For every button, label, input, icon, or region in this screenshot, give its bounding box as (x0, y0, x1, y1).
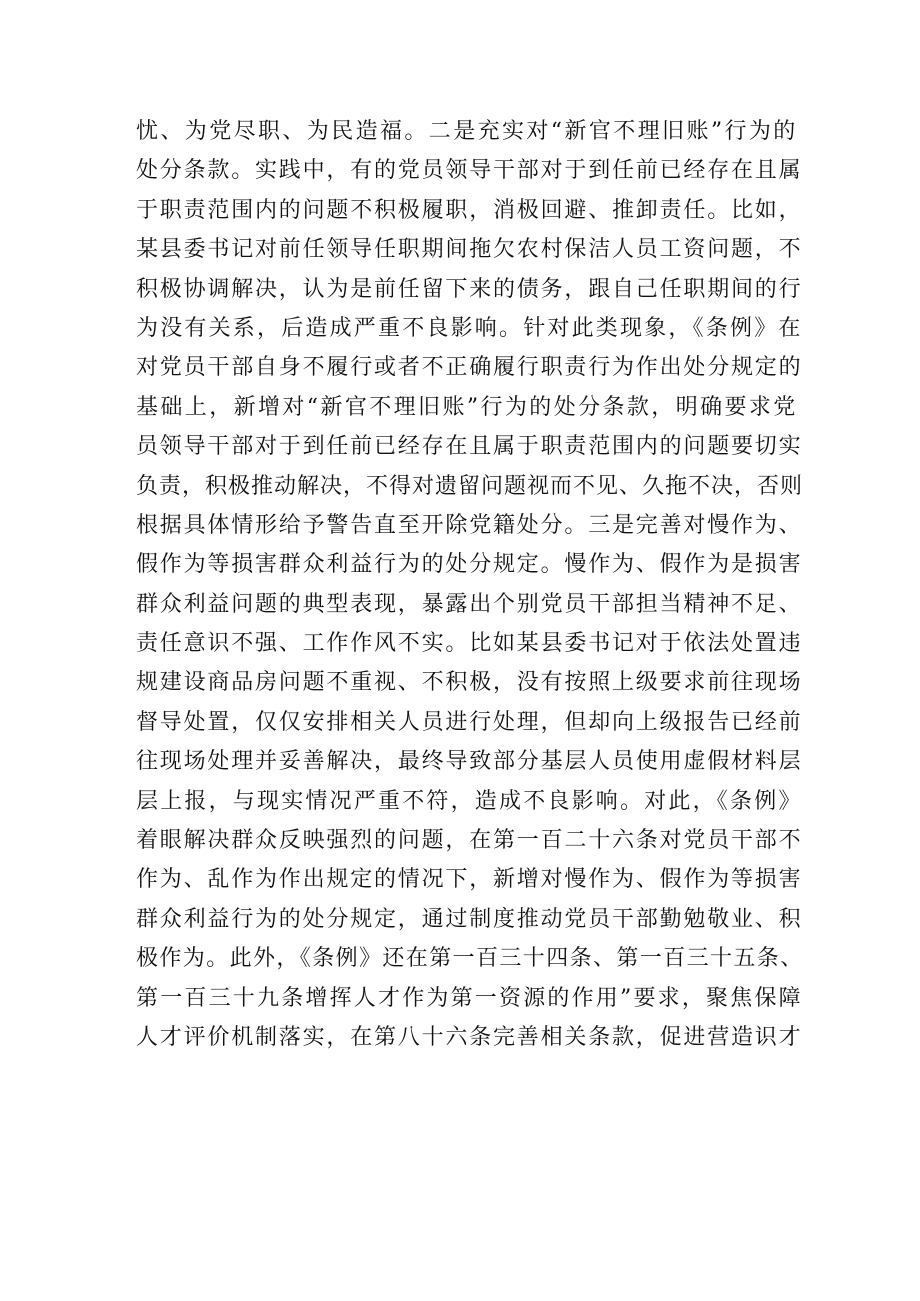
text-line: 假作为等损害群众利益行为的处分规定。慢作为、假作为是损害 (136, 552, 803, 578)
text-line: 基础上，新增对“新官不理旧账”行为的处分条款，明确要求党 (136, 394, 798, 420)
text-line: 第一百三十九条增挥人才作为第一资源的作用”要求，聚焦保障 (136, 985, 803, 1011)
text-line: 积极协调解决，认为是前任留下来的债务，跟自己任职期间的行 (136, 276, 803, 302)
text-line: 往现场处理并妥善解决，最终导致部分基层人员使用虚假材料层 (136, 749, 803, 775)
text-line: 规建设商品房问题不重视、不积极，没有按照上级要求前往现场 (136, 670, 803, 696)
text-line: 群众利益问题的典型表现，暴露出个别党员干部担当精神不足、 (136, 591, 803, 617)
text-line: 为没有关系，后造成严重不良影响。针对此类现象，《条例》在 (136, 315, 803, 341)
text-line: 某县委书记对前任领导任职期间拖欠农村保洁人员工资问题，不 (136, 237, 803, 263)
text-line: 着眼解决群众反映强烈的问题，在第一百二十六条对党员干部不 (136, 828, 803, 854)
text-line: 忧、为党尽职、为民造福。二是充实对“新官不理旧账”行为的 (136, 119, 798, 144)
text-line: 责任意识不强、工作作风不实。比如某县委书记对于依法处置违 (136, 631, 803, 657)
text-line: 于职责范围内的问题不积极履职，消极回避、推卸责任。比如， (136, 197, 803, 223)
text-line: 层上报，与现实情况严重不符，造成不良影响。对此，《条例》 (136, 788, 803, 814)
text-line: 督导处置，仅仅安排相关人员进行处理，但却向上级报告已经前 (136, 709, 803, 735)
text-line: 负责，积极推动解决，不得对遗留问题视而不见、久拖不决，否则 (136, 473, 804, 499)
body-text (136, 112, 806, 1057)
text-line: 根据具体情形给予警告直至开除党籍处分。三是完善对慢作为、 (136, 512, 803, 538)
text-line: 极作为。此外，《条例》还在第一百三十四条、第一百三十五条、 (136, 946, 804, 972)
text-line: 群众利益行为的处分规定，通过制度推动党员干部勤勉敬业、积 (136, 906, 803, 932)
text-line: 员领导干部对于到任前已经存在且属于职责范围内的问题要切实 (136, 434, 803, 460)
text-line: 人才评价机制落实，在第八十六条完善相关条款，促进营造识才 (136, 1024, 803, 1050)
text-line: 处分条款。实践中，有的党员领导干部对于到任前已经存在且属 (136, 158, 803, 184)
text-line: 作为、乱作为作出规定的情况下，新增对慢作为、假作为等损害 (136, 867, 803, 893)
text-line: 对党员干部自身不履行或者不正确履行职责行为作出处分规定的 (136, 355, 803, 381)
